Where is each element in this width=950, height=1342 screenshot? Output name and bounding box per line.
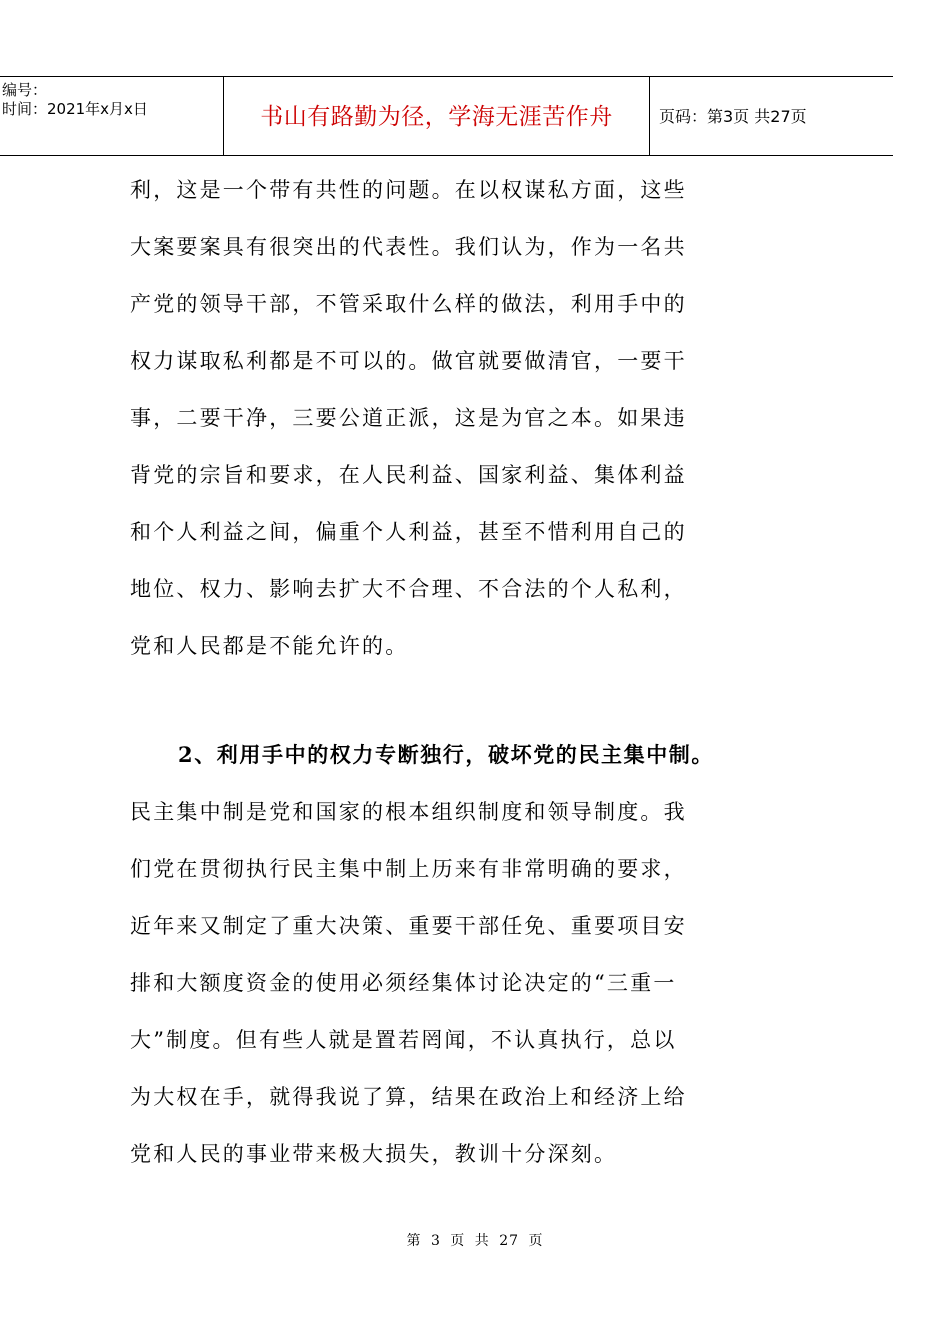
text-line: 权力谋取私利都是不可以的。做官就要做清官，一要干 — [130, 349, 687, 373]
time-label: 时间：2021年x月x日 — [2, 100, 148, 118]
document-header — [0, 76, 893, 156]
text-line: 近年来又制定了重大决策、重要干部任免、重要项目安 — [130, 914, 687, 938]
header-motto: 书山有路勤为径，学海无涯苦作舟 — [224, 77, 650, 155]
text-line: 利，这是一个带有共性的问题。在以权谋私方面，这些 — [130, 178, 687, 202]
text-line: 地位、权力、影响去扩大不合理、不合法的个人私利， — [130, 577, 687, 601]
text-line: 民主集中制是党和国家的根本组织制度和领导制度。我 — [130, 800, 687, 824]
page-footer: 第 3 页 共 27 页 — [406, 1233, 544, 1249]
text-line: 大”制度。但有些人就是置若罔闻，不认真执行，总以 — [130, 1028, 677, 1052]
paragraph-2 — [130, 784, 748, 1183]
section-heading: 2、利用手中的权力专断独行，破坏党的民主集中制。 — [178, 742, 715, 767]
text-line: 排和大额度资金的使用必须经集体讨论决定的“三重一 — [130, 971, 677, 995]
serial-label: 编号： — [2, 81, 48, 99]
text-line: 大案要案具有很突出的代表性。我们认为，作为一名共 — [130, 235, 687, 259]
header-page-code: 页码：第3页 共27页 — [659, 107, 807, 126]
text-line: 产党的领导干部，不管采取什么样的做法，利用手中的 — [130, 292, 687, 316]
text-line: 事，二要干净，三要公道正派，这是为官之本。如果违 — [130, 406, 687, 430]
header-meta — [0, 77, 224, 155]
text-line: 党和人民都是不能允许的。 — [130, 634, 409, 658]
text-line: 党和人民的事业带来极大损失，教训十分深刻。 — [130, 1142, 618, 1166]
text-line: 和个人利益之间，偏重个人利益，甚至不惜利用自己的 — [130, 520, 687, 544]
text-line: 背党的宗旨和要求，在人民利益、国家利益、集体利益 — [130, 463, 687, 487]
text-line: 们党在贯彻执行民主集中制上历来有非常明确的要求， — [130, 857, 687, 881]
paragraph-1 — [130, 162, 748, 675]
text-line: 为大权在手，就得我说了算，结果在政治上和经济上给 — [130, 1085, 687, 1109]
